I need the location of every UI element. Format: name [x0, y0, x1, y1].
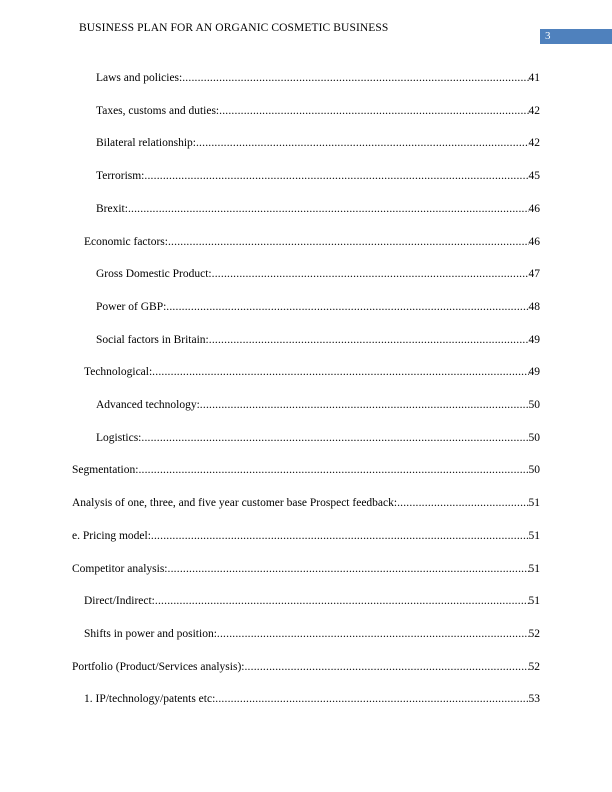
- running-header: BUSINESS PLAN FOR AN ORGANIC COSMETIC BUSINESS: [79, 22, 389, 34]
- toc-entry-title: Analysis of one, three, and five year customer base Prospect feedback:: [72, 497, 398, 510]
- toc-entry-page: 49: [528, 333, 540, 346]
- toc-entry-page: 42: [528, 137, 540, 150]
- toc-entry-page: 45: [528, 170, 540, 183]
- toc-entry[interactable]: [96, 299, 540, 315]
- toc-dot-leader: [215, 691, 528, 707]
- toc-entry-title: Gross Domestic Product:: [96, 268, 212, 281]
- toc-entry-page: 41: [528, 72, 540, 84]
- toc-entry[interactable]: [72, 561, 540, 577]
- toc-entry-title: Terrorism:: [96, 170, 145, 183]
- toc-dot-leader: [209, 332, 529, 348]
- toc-entry-page: 51: [528, 595, 540, 608]
- toc-dot-leader: [182, 70, 528, 86]
- toc-entry-title: Social factors in Britain:: [96, 333, 209, 346]
- toc-entry-title: Power of GBP:: [96, 300, 167, 313]
- toc-entry-page: 52: [528, 660, 540, 673]
- toc-entry-page: 51: [528, 562, 540, 575]
- toc-dot-leader: [212, 266, 529, 282]
- toc-entry-page: 49: [528, 366, 540, 379]
- toc-entry[interactable]: [96, 168, 540, 184]
- toc-entry-page: 46: [528, 202, 540, 215]
- toc-dot-leader: [166, 299, 528, 315]
- toc-dot-leader: [151, 528, 529, 544]
- toc-entry-title: Economic factors:: [84, 235, 168, 248]
- toc-entry-page: 50: [528, 399, 540, 411]
- toc-entry-title: Taxes, customs and duties:: [96, 104, 220, 117]
- toc-entry[interactable]: [84, 691, 540, 707]
- toc-entry-page: 48: [528, 300, 540, 313]
- toc-entry-title: Brexit:: [96, 202, 128, 215]
- toc-dot-leader: [168, 561, 529, 577]
- toc-entry-page: 46: [528, 235, 540, 248]
- toc-entry-page: 51: [528, 497, 540, 510]
- toc-dot-leader: [141, 430, 528, 446]
- toc-dot-leader: [155, 593, 529, 609]
- toc-dot-leader: [219, 103, 528, 119]
- toc-entry[interactable]: [96, 103, 540, 119]
- toc-entry-page: 51: [528, 529, 540, 542]
- toc-entry[interactable]: [72, 659, 540, 675]
- toc-entry-title: Competitor analysis:: [72, 562, 168, 575]
- toc-entry[interactable]: [84, 234, 540, 250]
- toc-entry[interactable]: [72, 462, 540, 478]
- toc-entry-title: e. Pricing model:: [72, 529, 151, 542]
- toc-entry[interactable]: [84, 626, 540, 642]
- toc-entry[interactable]: [96, 430, 540, 446]
- toc-dot-leader: [196, 135, 529, 151]
- toc-entry-title: Laws and policies:: [96, 72, 183, 84]
- toc-entry-title: Portfolio (Product/Services analysis):: [72, 660, 245, 673]
- toc-entry[interactable]: [72, 495, 540, 511]
- toc-dot-leader: [200, 397, 529, 413]
- toc-entry-page: 50: [528, 431, 540, 444]
- toc-dot-leader: [217, 626, 529, 642]
- toc-entry-page: 42: [528, 104, 540, 117]
- toc-entry-page: 53: [528, 693, 540, 706]
- toc-entry-title: 1. IP/technology/patents etc:: [84, 693, 216, 706]
- page-number-badge: 3: [540, 29, 612, 44]
- toc-entry-page: 52: [528, 627, 540, 640]
- toc-entry[interactable]: [96, 201, 540, 217]
- toc-entry[interactable]: [96, 397, 540, 413]
- toc-dot-leader: [152, 364, 528, 380]
- toc-entry-title: Logistics:: [96, 431, 142, 444]
- toc-entry[interactable]: [96, 332, 540, 348]
- toc-entry[interactable]: [84, 364, 540, 380]
- toc-entry-title: Direct/Indirect:: [84, 595, 155, 608]
- toc-entry[interactable]: [96, 70, 540, 86]
- toc-entry[interactable]: [72, 528, 540, 544]
- toc-entry[interactable]: [96, 135, 540, 151]
- toc-entry-title: Segmentation:: [72, 464, 139, 477]
- toc-entry[interactable]: [84, 593, 540, 609]
- toc-entry-title: Shifts in power and position:: [84, 627, 217, 640]
- toc-entry-page: 47: [528, 268, 540, 281]
- toc-dot-leader: [128, 201, 529, 217]
- toc-dot-leader: [397, 495, 528, 511]
- toc-dot-leader: [138, 462, 528, 478]
- toc-entry[interactable]: [96, 266, 540, 282]
- toc-dot-leader: [244, 659, 528, 675]
- toc-entry-title: Bilateral relationship:: [96, 137, 196, 150]
- toc-dot-leader: [168, 234, 529, 250]
- toc-entry-title: Technological:: [84, 366, 153, 379]
- toc-dot-leader: [144, 168, 528, 184]
- toc-entry-page: 50: [528, 464, 540, 477]
- toc-entry-title: Advanced technology:: [96, 399, 200, 411]
